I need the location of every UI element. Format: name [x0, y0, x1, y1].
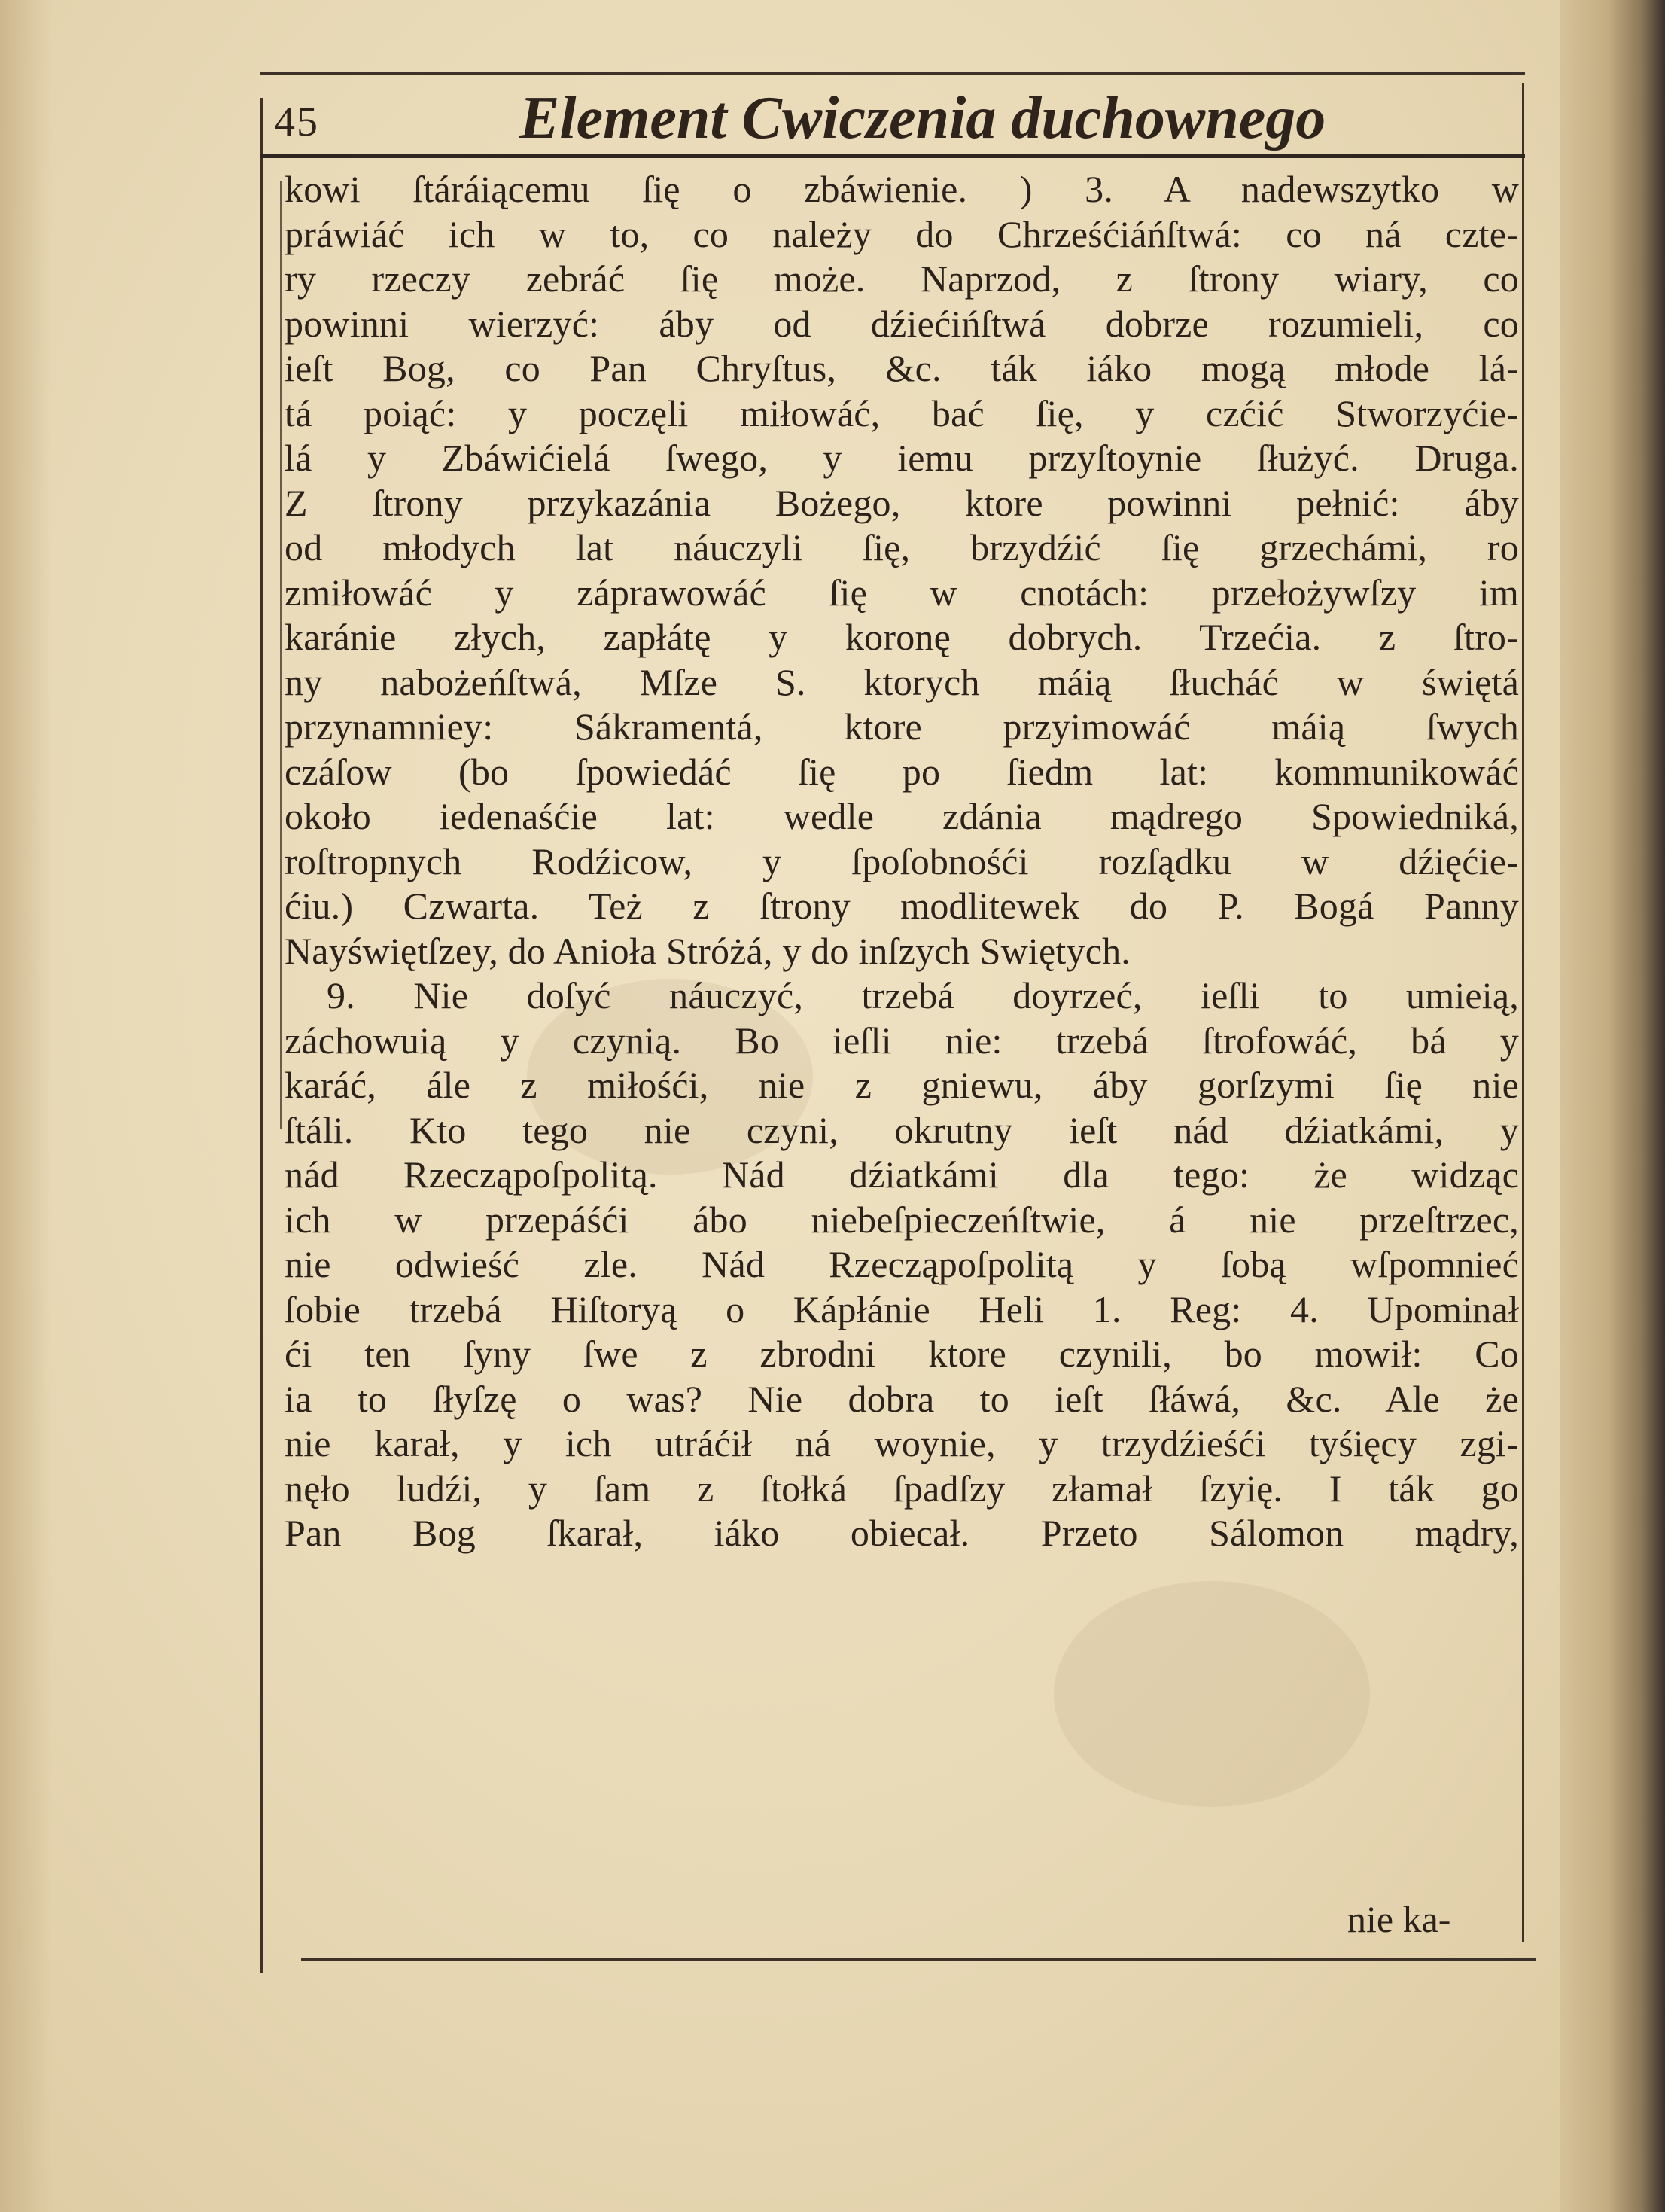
text-line: 9. Nie doſyć náuczyć, trzebá doyrzeć, ieſli to umieią, — [327, 974, 1519, 1016]
text-line: ry rzeczy zebráć ſię może. Naprzod, z ſtrony wiary, co — [285, 257, 1519, 300]
text-line: karánie złych, zapłátę y koronę dobrych. Trzećia. z ſtro- — [285, 616, 1519, 658]
page-left-shadow — [0, 0, 53, 2212]
header-rule — [260, 154, 1525, 158]
text-line: nie odwieść zle. Nád Rzecząpoſpolitą y ſobą wſpomnieć — [285, 1243, 1519, 1285]
catchword: nie ka- — [1347, 1898, 1451, 1940]
text-line: ſtáli. Kto tego nie czyni, okrutny ieſt nád dźiatkámi, y — [285, 1108, 1519, 1151]
text-line: Z ſtrony przykazánia Bożego, ktore powinni pełnić: áby — [285, 481, 1519, 524]
text-line: karáć, ále z miłośći, nie z gniewu, áby gorſzymi ſię nie — [285, 1064, 1519, 1106]
frame-right-rule — [1522, 83, 1524, 1942]
page-number: 45 — [274, 99, 319, 145]
text-line: kowi ſtáráiącemu ſię o zbáwienie. ) 3. A nadewszytko w — [285, 168, 1519, 210]
text-line: powinni wierzyć: áby od dźiećińſtwá dobrze rozumieli, co — [285, 302, 1519, 345]
text-line: nád Rzecząpoſpolitą. Nád dźiatkámi dla tego: że widząc — [285, 1153, 1519, 1196]
text-line: czáſow (bo ſpowiedáć ſię po ſiedm lat: kommunikowáć — [285, 750, 1519, 793]
frame-bottom-rule — [301, 1958, 1536, 1961]
paper-stain — [1054, 1581, 1370, 1807]
frame-left-rule — [260, 98, 263, 1973]
text-line: ia to ſłyſzę o was? Nie dobra to ieſt ſłáwá, &c. Ale że — [285, 1377, 1519, 1420]
inner-margin-rule — [280, 181, 282, 1129]
text-line: od młodych lat náuczyli ſię, brzydźić ſię grzechámi, ro — [285, 526, 1519, 568]
text-line: Nayświętſzey, do Anioła Stróżá, y do inſzych Swiętych. — [285, 929, 1131, 972]
page-gutter-shadow — [1560, 0, 1665, 2212]
text-line: záchowuią y czynią. Bo ieſli nie: trzebá ſtrofowáć, bá y — [285, 1019, 1519, 1062]
text-line: ſobie trzebá Hiſtoryą o Kápłánie Heli 1. Reg: 4. Upominał — [285, 1287, 1519, 1330]
text-line: ćiu.) Czwarta. Też z ſtrony modlitewek do P. Bogá Panny — [285, 885, 1519, 927]
text-line: nęło ludźi, y ſam z ſtołká ſpadſzy złamał ſzyię. I ták go — [285, 1467, 1519, 1510]
text-line: roſtropnych Rodźicow, y ſpoſobnośći rozſądku w dźięćie- — [285, 839, 1519, 882]
text-line: ći ten ſyny ſwe z zbrodni ktore czynili, bo mowił: Co — [285, 1333, 1519, 1375]
text-line: lá y Zbáwićielá ſwego, y iemu przyſtoynie ſłużyć. Druga. — [285, 437, 1519, 479]
text-line: ieſt Bog, co Pan Chryſtus, &c. ták iáko mogą młode lá- — [285, 347, 1519, 389]
text-line: Pan Bog ſkarał, iáko obiecał. Przeto Sálomon mądry, — [285, 1512, 1519, 1554]
text-line: przynamniey: Sákramentá, ktore przyimowáć máią ſwych — [285, 705, 1519, 748]
frame-top-rule — [260, 72, 1525, 75]
text-line: tá poiąć: y poczęli miłowáć, bać ſię, y czćić Stworzyćie- — [285, 392, 1519, 434]
running-title: Element Cwiczenia duchownego — [519, 85, 1326, 151]
page-header — [263, 75, 1520, 154]
text-line: ny nabożeńſtwá, Mſze S. ktorych máią ſłucháć w świętá — [285, 660, 1519, 703]
body-text — [285, 167, 1519, 1556]
text-line: práwiáć ich w to, co należy do Chrześćiáńſtwá: co ná czte- — [285, 212, 1519, 255]
text-line: zmiłowáć y záprawowáć ſię w cnotách: przełożywſzy im — [285, 571, 1519, 614]
text-line: ich w przepáśći ábo niebeſpieczeńſtwie, á nie przeſtrzec, — [285, 1198, 1519, 1241]
text-line: około iedenaśćie lat: wedle zdánia mądrego Spowiedniká, — [285, 795, 1519, 837]
text-line: nie karał, y ich utráćił ná woynie, y trzydźieśći tyśięcy zgi- — [285, 1422, 1519, 1464]
